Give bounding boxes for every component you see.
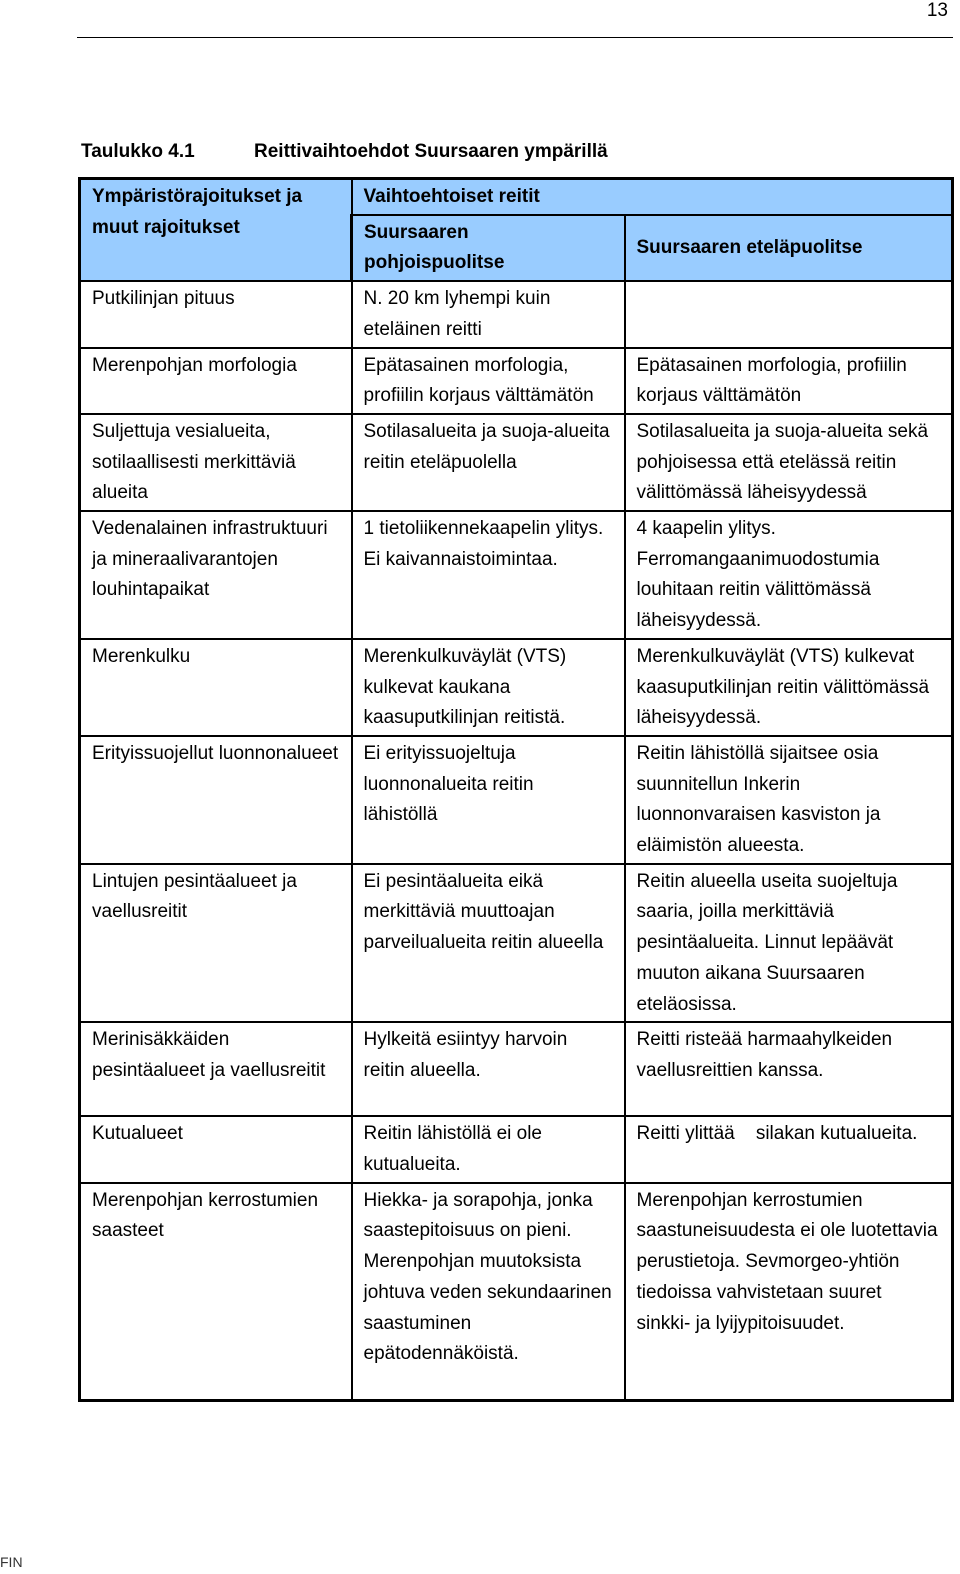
table-row (80, 639, 953, 736)
row-factor: Suljettuja vesialueita, sotilaallisesti merkittäviä alueita (80, 414, 352, 511)
row-south: Reitti risteää harmaahylkeiden vaellusreittien kanssa. (625, 1022, 953, 1116)
row-factor: Kutualueet (80, 1116, 352, 1182)
header-row-group (80, 179, 953, 215)
table-row (80, 1183, 953, 1401)
table-row (80, 1116, 953, 1182)
row-north: Hiekka- ja sorapohja, jonka saastepitoisuus on pieni. Merenpohjan muutoksista johtuva veden sekundaarinen saastuminen epätodennäköistä. (352, 1183, 625, 1401)
header-south-route: Suursaaren eteläpuolitse (625, 215, 953, 281)
caption-title: Reittivaihtoehdot Suursaaren ympärillä (254, 141, 608, 162)
row-south: Reitin alueella useita suojeltuja saaria, joilla merkittäviä pesintäalueita. Linnut lepäävät muuton aikana Suursaaren eteläosissa. (625, 864, 953, 1023)
table-row (80, 414, 953, 511)
table-row (80, 281, 953, 347)
row-factor: Vedenalainen infrastruktuuri ja mineraalivarantojen louhintapaikat (80, 511, 352, 639)
row-north: Ei erityissuojeltuja luonnonalueita reitin lähistöllä (352, 736, 625, 864)
header-north-route: Suursaaren pohjoispuolitse (352, 215, 625, 281)
row-south (625, 281, 953, 347)
row-north: N. 20 km lyhempi kuin eteläinen reitti (352, 281, 625, 347)
row-north: Merenkulkuväylät (VTS) kulkevat kaukana kaasuputkilinjan reitistä. (352, 639, 625, 736)
header-alternative-routes: Vaihtoehtoiset reitit (352, 179, 953, 215)
row-north: Sotilasalueita ja suoja-alueita reitin eteläpuolella (352, 414, 625, 511)
row-south: Merenkulkuväylät (VTS) kulkevat kaasuputkilinjan reitin välittömässä läheisyydessä. (625, 639, 953, 736)
row-south: Reitin lähistöllä sijaitsee osia suunnitellun Inkerin luonnonvaraisen kasviston ja eläimistön alueesta. (625, 736, 953, 864)
row-south: Epätasainen morfologia, profiilin korjaus välttämätön (625, 348, 953, 414)
table-row (80, 1022, 953, 1116)
row-north: Reitin lähistöllä ei ole kutualueita. (352, 1116, 625, 1182)
page-number: 13 (926, 0, 948, 21)
row-factor: Erityissuojellut luonnonalueet (80, 736, 352, 864)
row-north: Ei pesintäalueita eikä merkittäviä muuttoajan parveilualueita reitin alueella (352, 864, 625, 1023)
language-code: FIN (0, 1554, 23, 1570)
row-south: Merenpohjan kerrostumien saastuneisuudesta ei ole luotettavia perustietoja. Sevmorgeo-yhtiön tiedoissa vahvistetaan suuret sinkki- ja lyijypitoisuudet. (625, 1183, 953, 1401)
row-south: 4 kaapelin ylitys. Ferromangaanimuodostumia louhitaan reitin välittömässä läheisyydessä. (625, 511, 953, 639)
table-row (80, 348, 953, 414)
row-factor: Merenpohjan morfologia (80, 348, 352, 414)
table-caption (81, 141, 608, 163)
row-north: Hylkeitä esiintyy harvoin reitin alueella. (352, 1022, 625, 1116)
table-row (80, 736, 953, 864)
header-rule (77, 37, 953, 38)
table-row (80, 864, 953, 1023)
row-factor: Merenkulku (80, 639, 352, 736)
caption-label: Taulukko 4.1 (81, 141, 195, 162)
row-south: Sotilasalueita ja suoja-alueita sekä pohjoisessa että etelässä reitin välittömässä läheisyydessä (625, 414, 953, 511)
table-row (80, 511, 953, 639)
row-south: Reitti ylittää silakan kutualueita. (625, 1116, 953, 1182)
row-factor: Merinisäkkäiden pesintäalueet ja vaellusreitit (80, 1022, 352, 1116)
header-factor: Ympäristörajoitukset ja muut rajoitukset (80, 179, 352, 282)
routes-table (78, 177, 954, 1402)
row-north: Epätasainen morfologia, profiilin korjaus välttämätön (352, 348, 625, 414)
row-factor: Putkilinjan pituus (80, 281, 352, 347)
row-north: 1 tietoliikennekaapelin ylitys. Ei kaivannaistoimintaa. (352, 511, 625, 639)
row-factor: Merenpohjan kerrostumien saasteet (80, 1183, 352, 1401)
row-factor: Lintujen pesintäalueet ja vaellusreitit (80, 864, 352, 1023)
